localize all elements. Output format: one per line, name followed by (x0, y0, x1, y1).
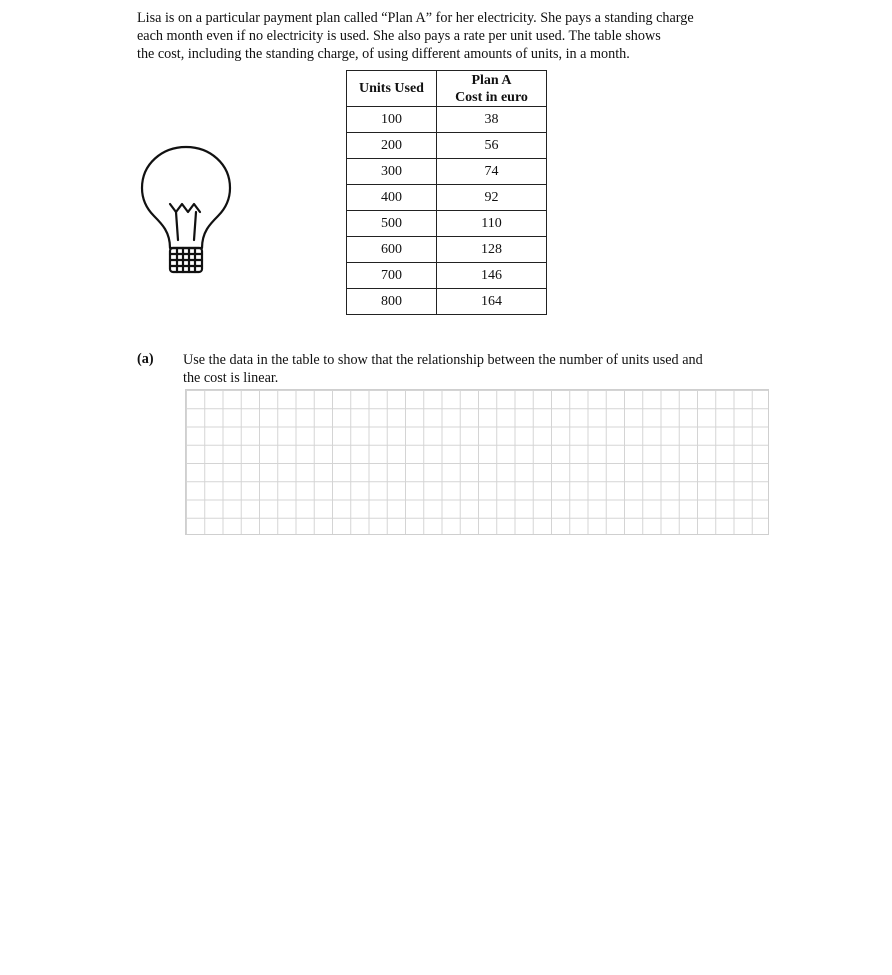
question-label: (a) (137, 351, 154, 367)
units-cell: 800 (347, 289, 437, 315)
cost-cell: 146 (437, 263, 547, 289)
units-cost-table (346, 70, 547, 315)
cost-cell: 74 (437, 159, 547, 185)
units-cell: 600 (347, 237, 437, 263)
header-plan-a: Plan A (471, 72, 512, 88)
header-plan-a-cost (437, 71, 547, 107)
header-cost-in-euro: Cost in euro (455, 89, 528, 105)
light-bulb-icon (140, 144, 232, 278)
table-row (347, 263, 547, 289)
intro-line-3: the cost, including the standing charge, of using different amounts of units, in a month. (137, 46, 630, 62)
table-row (347, 237, 547, 263)
question-text (183, 351, 783, 387)
table-row (347, 133, 547, 159)
units-cell: 200 (347, 133, 437, 159)
table-row (347, 211, 547, 237)
question-line-1: Use the data in the table to show that the relationship between the number of units used and (183, 352, 703, 368)
answer-grid[interactable] (185, 389, 769, 535)
table-row (347, 185, 547, 211)
intro-line-2: each month even if no electricity is used. She also pays a rate per unit used. The table shows (137, 28, 661, 44)
cost-cell: 110 (437, 211, 547, 237)
cost-cell: 38 (437, 107, 547, 133)
units-cell: 400 (347, 185, 437, 211)
units-cell: 700 (347, 263, 437, 289)
intro-line-1: Lisa is on a particular payment plan called “Plan A” for her electricity. She pays a standing charge (137, 10, 694, 26)
units-cell: 300 (347, 159, 437, 185)
cost-cell: 128 (437, 237, 547, 263)
intro-paragraph (137, 9, 777, 63)
units-cell: 100 (347, 107, 437, 133)
header-units-used: Units Used (347, 71, 437, 107)
units-cell: 500 (347, 211, 437, 237)
cost-cell: 164 (437, 289, 547, 315)
table-header-row (347, 71, 547, 107)
cost-cell: 56 (437, 133, 547, 159)
cost-cell: 92 (437, 185, 547, 211)
table-row (347, 107, 547, 133)
table-row (347, 159, 547, 185)
question-line-2: the cost is linear. (183, 370, 279, 386)
table-row (347, 289, 547, 315)
